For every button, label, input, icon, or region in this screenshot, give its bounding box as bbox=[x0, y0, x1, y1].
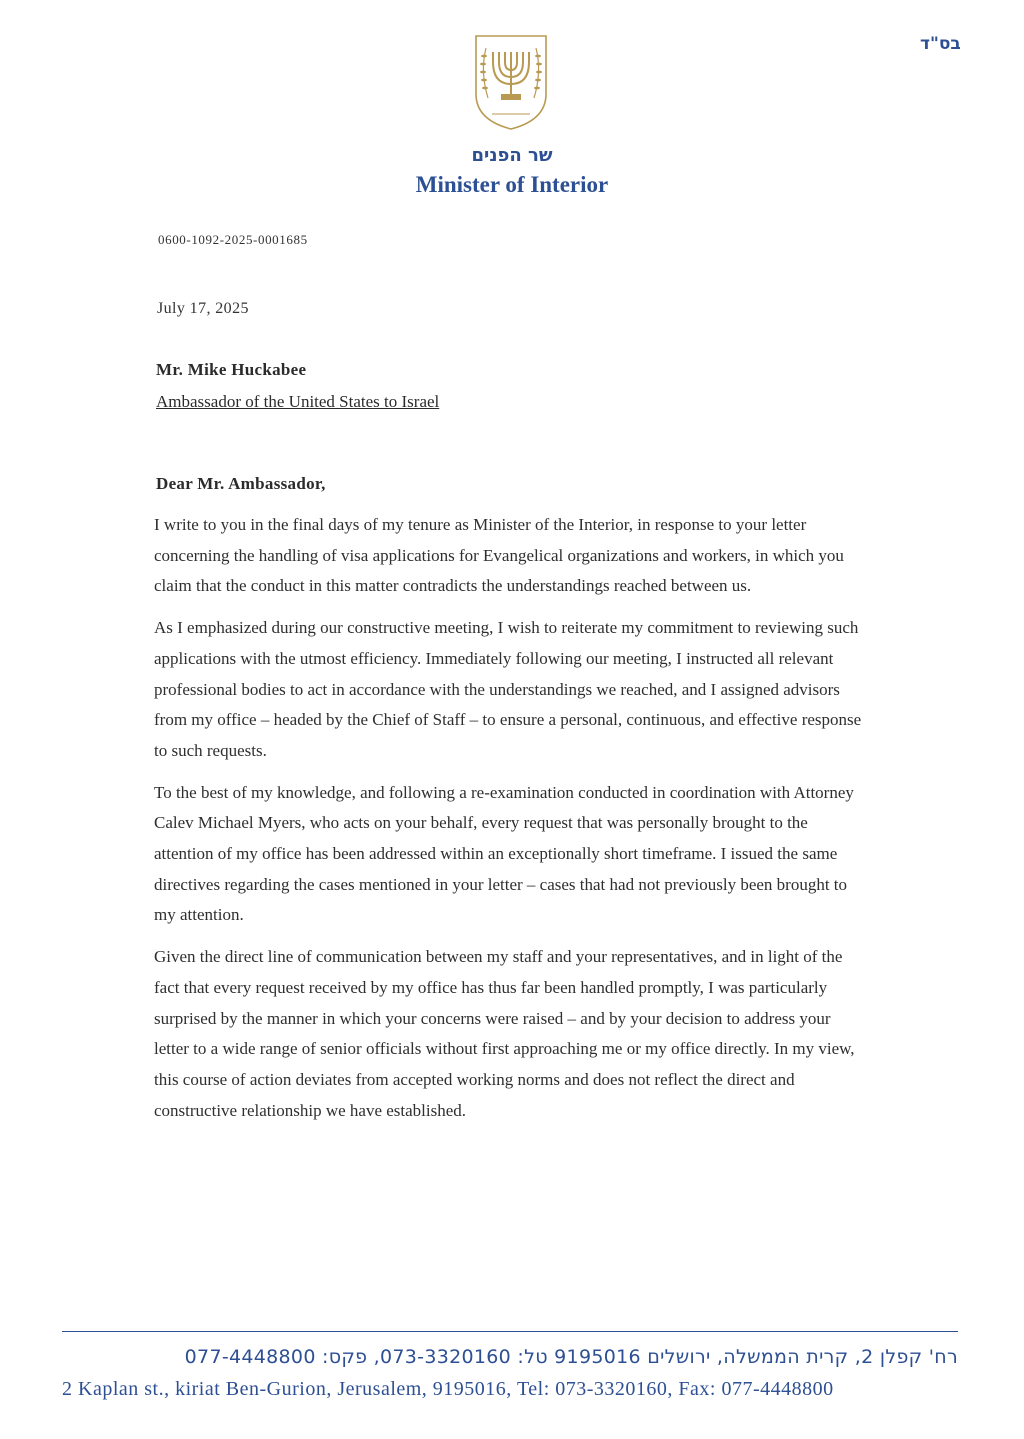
recipient-name: Mr. Mike Huckabee bbox=[156, 360, 307, 379]
menorah-emblem-icon bbox=[470, 32, 552, 132]
body-paragraph-3: To the best of my knowledge, and following a re-examination conducted in coordination with Attorney Calev Michael Myers, who acts on your behalf, every request that was personally brought to the attention of my office has been addressed within an exceptionally short timeframe. I issued the same directives regarding the cases mentioned in your letter – cases that had not previously been brought to my attention. bbox=[154, 782, 854, 925]
recipient-title: Ambassador of the United States to Israel bbox=[156, 392, 440, 411]
footer-divider bbox=[62, 1331, 958, 1332]
footer-address-english: 2 Kaplan st., kiriat Ben-Gurion, Jerusalem, 9195016, Tel: 073-3320160, Fax: 077-4448800 bbox=[62, 1378, 834, 1400]
letter-body bbox=[154, 510, 866, 1137]
office-title-english: Minister of Interior bbox=[415, 172, 609, 197]
salutation: Dear Mr. Ambassador, bbox=[156, 474, 326, 493]
body-paragraph-2: As I emphasized during our constructive meeting, I wish to reiterate my commitment to reviewing such applications with the utmost efficiency. Immediately following our meeting, I instructed all relevant professional bodies to act in accordance with the understandings we reached, and I assigned advisors from my office – headed by the Chief of Staff – to ensure a personal, continuous, and effective response to such requests. bbox=[154, 618, 862, 760]
body-paragraph-4: Given the direct line of communication between my staff and your representatives, and in light of the fact that every request received by my office has thus far been handled promptly, I was particularly surprised by the manner in which your concerns were raised – and by your decision to address your letter to a wide range of senior officials without first approaching me or my office directly. In my view, this course of action deviates from accepted working norms and does not reflect the direct and constructive relationship we have established. bbox=[154, 947, 855, 1120]
letter-date: July 17, 2025 bbox=[157, 300, 249, 317]
body-paragraph-1: I write to you in the final days of my tenure as Minister of the Interior, in response to your letter concerning the handling of visa applications for Evangelical organizations and workers, in which you claim that the conduct in this matter contradicts the understandings reached between us. bbox=[154, 515, 844, 596]
footer-address-hebrew: רח' קפלן 2, קרית הממשלה, ירושלים 9195016 טל: 073-3320160, פקס: 077-4448800 bbox=[184, 1346, 958, 1368]
bsd-mark: בס"ד bbox=[920, 34, 961, 54]
office-title-hebrew: שר הפנים bbox=[471, 145, 553, 166]
reference-number: 0600-1092-2025-0001685 bbox=[158, 232, 308, 247]
